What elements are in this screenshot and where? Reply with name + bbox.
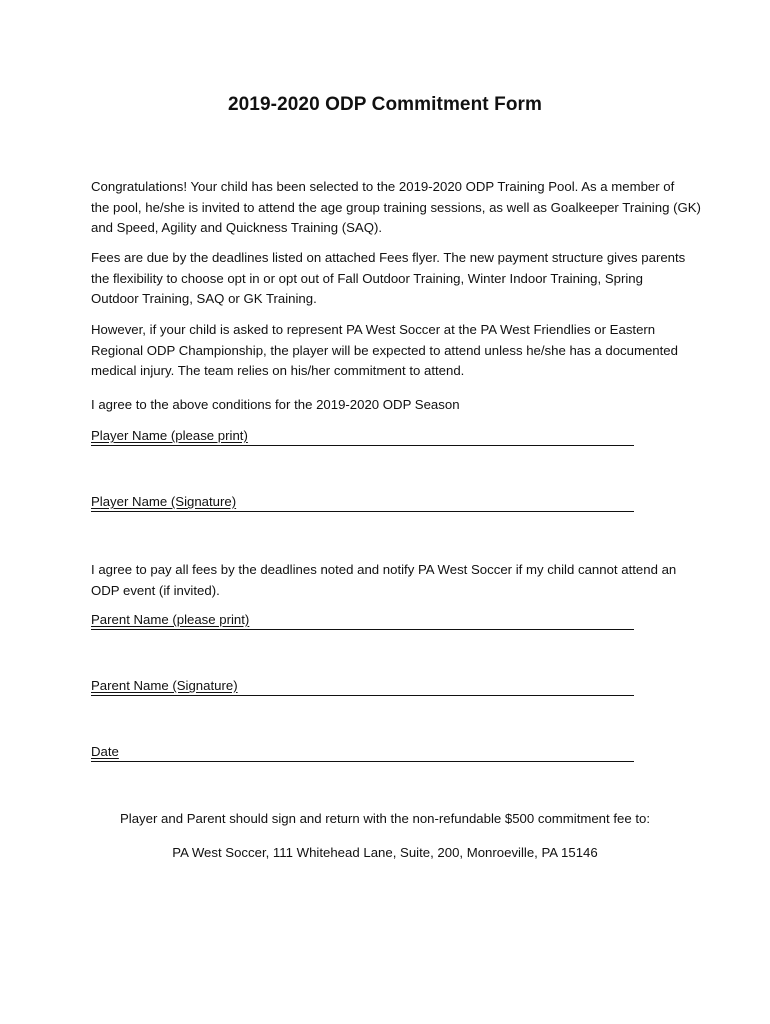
paragraph-line: ODP event (if invited). <box>91 582 220 598</box>
paragraph-line: the flexibility to choose opt in or opt out of Fall Outdoor Training, Winter Indoor Training, Spring <box>91 270 643 286</box>
paragraph-line: and Speed, Agility and Quickness Training (SAQ). <box>91 220 383 235</box>
representation-paragraph <box>91 320 681 382</box>
return-instructions: Player and Parent should sign and return with the non-refundable $500 commitment fee to: <box>119 811 651 826</box>
fees-paragraph <box>91 248 686 310</box>
player-name-signature-field[interactable] <box>91 494 634 512</box>
paragraph-line: medical injury. The team relies on his/her commitment to attend. <box>91 363 465 378</box>
paragraph-line: I agree to pay all fees by the deadlines noted and notify PA West Soccer if my child cannot attend an <box>91 562 677 577</box>
paragraph-line: Fees are due by the deadlines listed on attached Fees flyer. The new payment structure gives parents <box>91 250 686 265</box>
date-field[interactable] <box>91 744 634 762</box>
page-title: 2019-2020 ODP Commitment Form <box>227 94 543 115</box>
player-name-print-label: Player Name (please print) <box>91 428 248 443</box>
paragraph-line: the pool, he/she is invited to attend the age group training sessions, as well as Goalkeeper Training (GK) <box>91 199 701 215</box>
player-name-signature-label: Player Name (Signature) <box>91 494 237 509</box>
parent-name-print-field[interactable] <box>91 612 634 630</box>
return-address: PA West Soccer, 111 Whitehead Lane, Suite, 200, Monroeville, PA 15146 <box>172 845 598 860</box>
date-label: Date <box>91 744 119 759</box>
player-name-print-field[interactable] <box>91 428 634 446</box>
congratulations-paragraph <box>91 177 701 239</box>
parent-name-print-label: Parent Name (please print) <box>91 612 250 627</box>
paragraph-line: However, if your child is asked to represent PA West Soccer at the PA West Friendlies or Eastern <box>91 322 656 337</box>
agree-fees-paragraph <box>91 560 681 601</box>
paragraph-line: Outdoor Training, SAQ or GK Training. <box>91 291 317 306</box>
parent-name-signature-label: Parent Name (Signature) <box>91 678 238 693</box>
paragraph-line: Regional ODP Championship, the player will be expected to attend unless he/she has a documented <box>91 342 678 358</box>
agree-conditions-text: I agree to the above conditions for the 2019-2020 ODP Season <box>91 397 460 412</box>
paragraph-line: Congratulations! Your child has been selected to the 2019-2020 ODP Training Pool. As a member of <box>91 179 675 194</box>
parent-name-signature-field[interactable] <box>91 678 634 696</box>
